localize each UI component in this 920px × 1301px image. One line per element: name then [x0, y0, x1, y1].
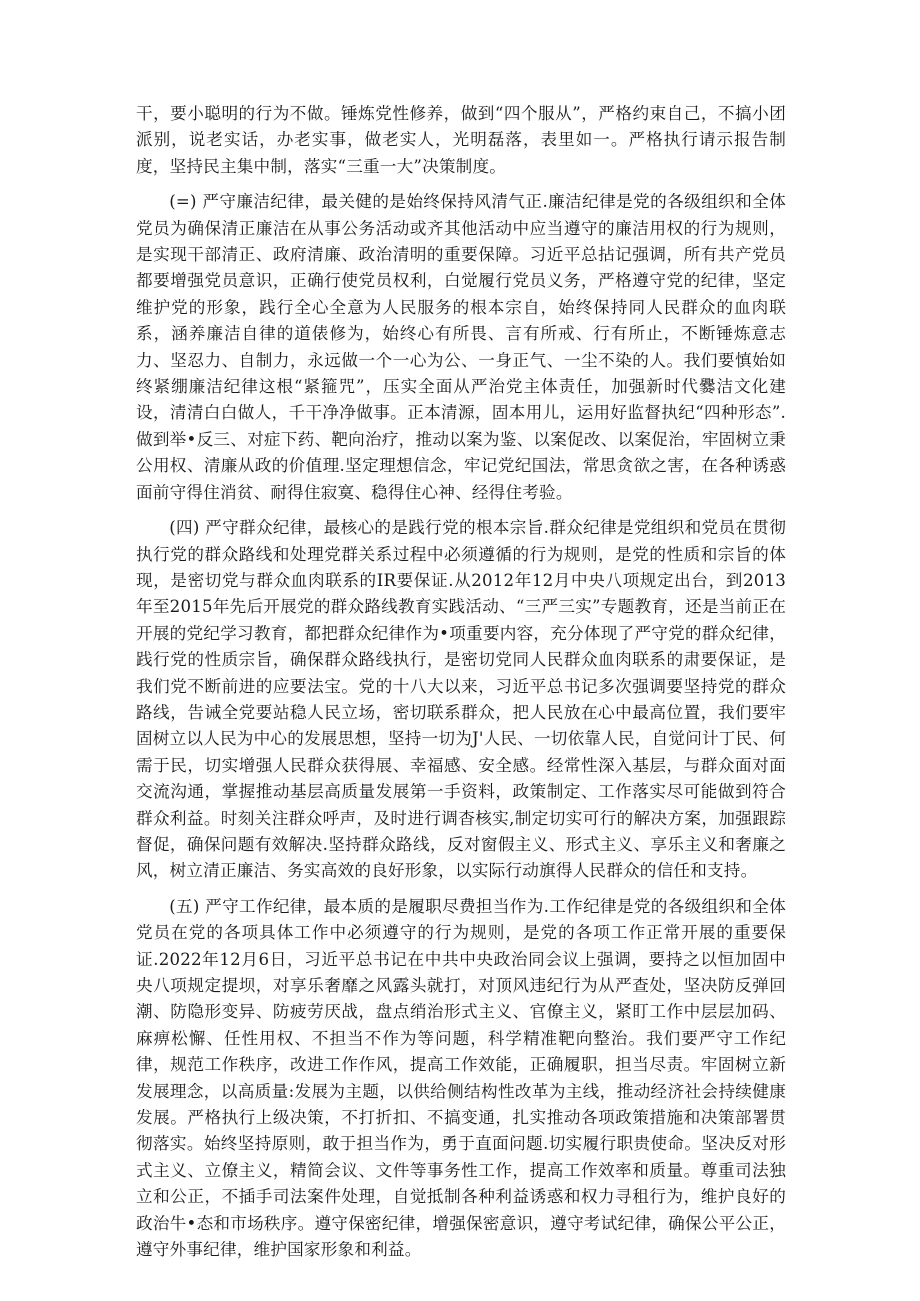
paragraph-integrity-discipline: (=) 严守廉洁纪律，最关健的是始终保持风清气正.廉洁纪律是党的各级组织和全体党员为确保清正廉洁在从事公务活动或齐其他活动中应当遵守的廉洁用权的行为规则，是实现干部清正、政府清廉、政治清明的重要保障。习近平总拈记强调，所有共产党员都要增强党员意识，正确行使党员权利，白觉履行党员义务，严格遵守党的纪律，坚定维护党的形象，践行全心全意为人民服务的根本宗自，始终保持同人民群众的血肉联系，涵养廉洁自律的道俵修为，始终心有所畏、言有所戒、行有所止，不断锤炼意志力、坚忍力、自制力，永远做一个一心为公、一身正气、一尘不染的人。我们要慎始如终紧绷廉洁纪律这根“紧箍咒”，压实全面从严治党主体责任，加强新时代爨洁文化建设，清清白白做人，千干净净做事。正本清源，固本用儿，运用好监督执纪“四种形态”.做到举•反三、对症下药、靶向治疗，推动以案为鉴、以案促改、以案促治，牢固树立秉公用权、清廉从政的价值理.坚定理想信念，牢记党纪国法，常思贪欲之害，在各种诱惑面前守得住消贫、耐得住寂寞、稳得住心神、经得住考验。: [136, 192, 786, 502]
paragraph-continuation: 干，要小聪明的行为不做。锤炼党性修养，做到“四个服从”，严格约束自己，不搞小团派别，说老实话，办老实事，做老实人，光明磊落，表里如一。严格执行请示报告制度，坚持民主集中制，落实“三重一大”决策制度。: [136, 104, 786, 176]
paragraph-mass-discipline: (四) 严守群众纪律，最核心的是践行党的根本宗旨.群众纪律是党组织和党员在贯彻执行党的群众路线和处理党群关系过程中必须遵循的行为规则，是党的性质和宗旨的体现，是密切党与群众血肉联系的IR要保证.从2012年12月中央八项规定出台，到2013年至2015年先后开展党的群众路线教育实践活动、“三严三实”专题教育，还是当前正在开展的党纪学习教育，都把群众纪律作为•项重要内容，充分体现了严守党的群众纪律，践行党的性质宗旨，确保群众路线执行，是密切党同人民群众血肉联系的肃要保证，是我们党不断前进的应要法宝。党的十八大以来，习近平总书记多次强调要坚持党的群众路线，告诫全党要站稳人民立场，密切联系群众，把人民放在心中最高位置，我们要牢固树立以人民为中心的发展思想，坚持一切为J'人民、一切依靠人民，自觉问计丁民、何需于民，切实增强人民群众获得展、幸福感、安全感。经常性深入基层，与群众面对面交流沟通，掌握推动基层高质量发展第一手资料，政策制定、工作落实尽可能做到符合群众利益。时刻关注群众呼声，及时进行调杳核实,制定切实可行的解决方案，加强跟踪督促，确保问题有效解决.坚持群众路线，反对窗假主义、形式主义、享乐主义和奢廉之风，树立清正廉洁、务实高效的良好形象，以实际行动旗得人民群众的信任和支持。: [136, 518, 786, 881]
document-body: [136, 101, 786, 1272]
paragraph-work-discipline: (五) 严守工作纪律，最本质的是履职尽费担当作为.工作纪律是党的各级组织和全体党员在党的各项具体工作中必须遵守的行为规则，是党的各项工作正常开展的重要保证.2022年12月6日，习近平总书记在中共中央政治同会议上强调，要持之以恒加固中央八项规定提坝，对享乐奢靡之风露头就打，对顶风违纪行为从严查处，坚决防反弹回潮、防隐形变异、防疲劳厌战，盘点绡治形式主义、官僚主义，紧盯工作中层层加码、麻痹松懈、任性用权、不担当不作为等问题，科学精准靶向整治。我们要严守工作纪律，规范工作秩序，改进工作作风，提高工作效能，正确履职，担当尽责。牢固树立新发展理念，以高质量:发展为主题，以供给侧结构性改革为主线，推动经济社会持续健康发展。严格执行上级决策，不打折扣、不搞变通，扎实推动各项政策措施和决策部署贯彻落实。始终坚持原则，敢于担当作为，勇于直面问题.切实履行职贵使命。坚决反对形式主义、立僚主义，精简会议、文件等事务性工作，提高工作效率和质量。尊重司法独立和公正，不插手司法案件处理，自觉抵制各种利益诱惑和权力寻租行为，维护良好的政治牛•态和市场秩序。遵守保密纪律，增强保密意识，遵守考试纪律，确保公平公正，遵守外事纪律，维护国家形象和利益。: [136, 896, 786, 1260]
